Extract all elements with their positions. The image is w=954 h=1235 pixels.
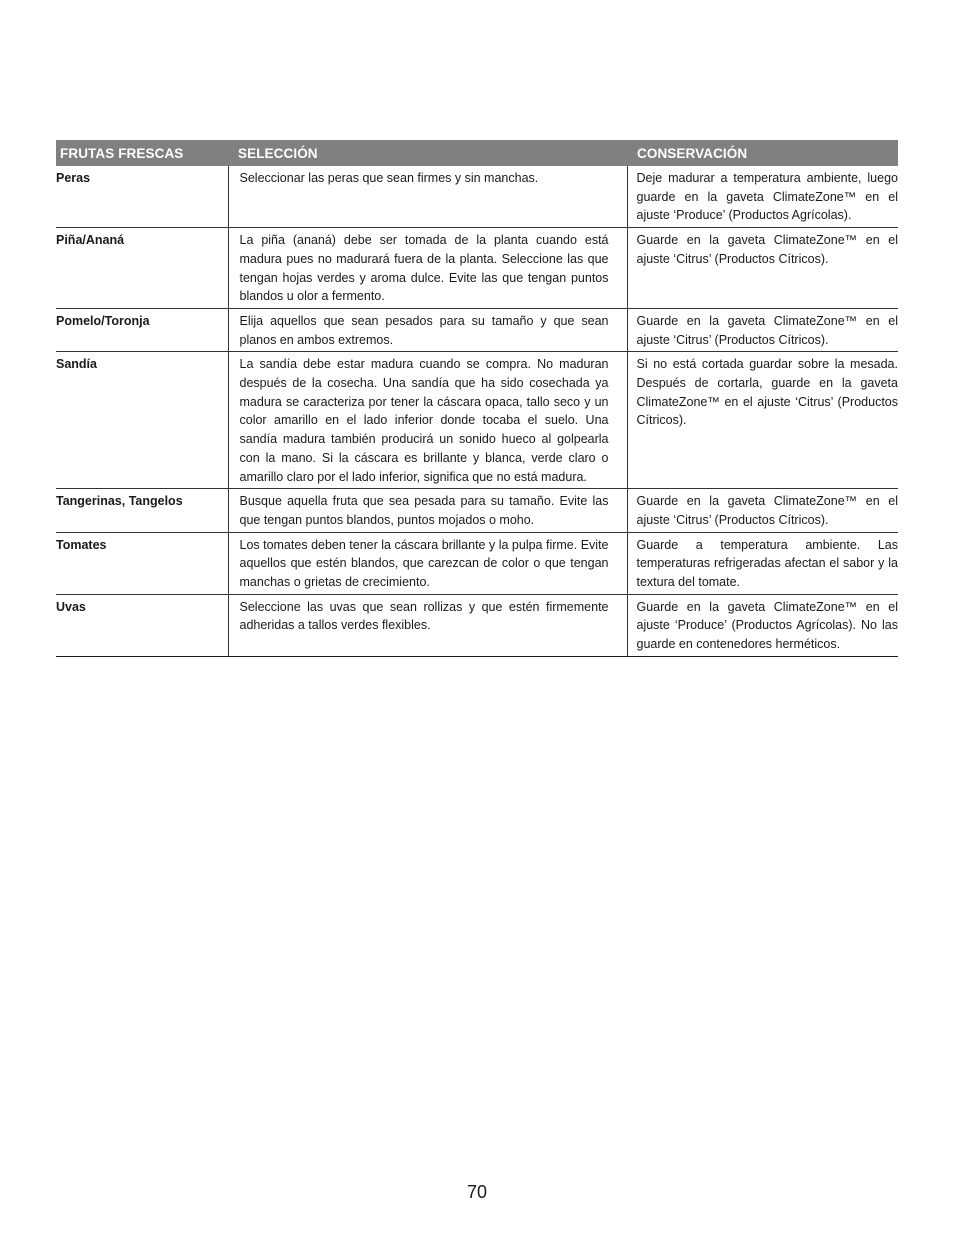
header-fruit: FRUTAS FRESCAS bbox=[56, 140, 228, 166]
table-row bbox=[56, 489, 898, 532]
conservation-text: Guarde a temperatura ambiente. Las temperaturas refrigeradas afectan el sabor y la textura del tomate. bbox=[627, 532, 898, 594]
table-header-row bbox=[56, 140, 898, 166]
selection-text: Seleccione las uvas que sean rollizas y que estén firmemente adheridas a tallos verdes flexibles. bbox=[228, 594, 627, 656]
selection-text: La sandía debe estar madura cuando se compra. No maduran después de la cosecha. Una sandía que ha sido cosechada ya madura se caracteriza por tener la cáscara opaca, tallo seco y un color amarillo en el lado inferior donde tocaba el suelo. Una sandía madura también producirá un sonido hueco al golpearla con la mano. Si la cáscara es brillante y blanca, verde claro o amarillo claro por el lado inferior, significa que no está madura. bbox=[228, 352, 627, 489]
header-selection: SELECCIÓN bbox=[228, 140, 627, 166]
table-body bbox=[56, 166, 898, 656]
fresh-fruits-table bbox=[56, 140, 898, 657]
table-header bbox=[56, 140, 898, 166]
selection-text: La piña (ananá) debe ser tomada de la planta cuando está madura pues no madurará fuera de la planta. Seleccione las que tengan hojas verdes y aroma dulce. Evite las que tengan puntos blandos u olor a fermento. bbox=[228, 228, 627, 309]
conservation-text: Guarde en la gaveta ClimateZone™ en el ajuste ‘Citrus’ (Productos Cítricos). bbox=[627, 489, 898, 532]
fruit-name: Tangerinas, Tangelos bbox=[56, 489, 228, 532]
conservation-text: Guarde en la gaveta ClimateZone™ en el ajuste ‘Citrus’ (Productos Cítricos). bbox=[627, 308, 898, 351]
table-row bbox=[56, 228, 898, 309]
selection-text: Seleccionar las peras que sean firmes y sin manchas. bbox=[228, 166, 627, 228]
conservation-text: Guarde en la gaveta ClimateZone™ en el ajuste ‘Produce’ (Productos Agrícolas). No las guarde en contenedores herméticos. bbox=[627, 594, 898, 656]
conservation-text: Si no está cortada guardar sobre la mesada. Después de cortarla, guarde en la gaveta ClimateZone™ en el ajuste ‘Citrus’ (Productos Cítricos). bbox=[627, 352, 898, 489]
fruit-name: Tomates bbox=[56, 532, 228, 594]
fruit-name: Piña/Ananá bbox=[56, 228, 228, 309]
selection-text: Los tomates deben tener la cáscara brillante y la pulpa firme. Evite aquellos que estén blandos, que carezcan de color o que tengan manchas o grietas de crecimiento. bbox=[228, 532, 627, 594]
selection-text: Busque aquella fruta que sea pesada para su tamaño. Evite las que tengan puntos blandos, puntos mojados o moho. bbox=[228, 489, 627, 532]
table-row bbox=[56, 308, 898, 351]
conservation-text: Guarde en la gaveta ClimateZone™ en el ajuste ‘Citrus’ (Productos Cítricos). bbox=[627, 228, 898, 309]
selection-text: Elija aquellos que sean pesados para su tamaño y que sean planos en ambos extremos. bbox=[228, 308, 627, 351]
fruit-name: Pomelo/Toronja bbox=[56, 308, 228, 351]
page-number: 70 bbox=[466, 1182, 488, 1202]
fruit-name: Uvas bbox=[56, 594, 228, 656]
table-row bbox=[56, 594, 898, 656]
conservation-text: Deje madurar a temperatura ambiente, luego guarde en la gaveta ClimateZone™ en el ajuste ‘Produce’ (Productos Agrícolas). bbox=[627, 166, 898, 228]
produce-table-container bbox=[56, 140, 898, 657]
header-conservation: CONSERVACIÓN bbox=[627, 140, 898, 166]
fruit-name: Sandía bbox=[56, 352, 228, 489]
table-row bbox=[56, 166, 898, 228]
table-row bbox=[56, 532, 898, 594]
fruit-name: Peras bbox=[56, 166, 228, 228]
table-row bbox=[56, 352, 898, 489]
